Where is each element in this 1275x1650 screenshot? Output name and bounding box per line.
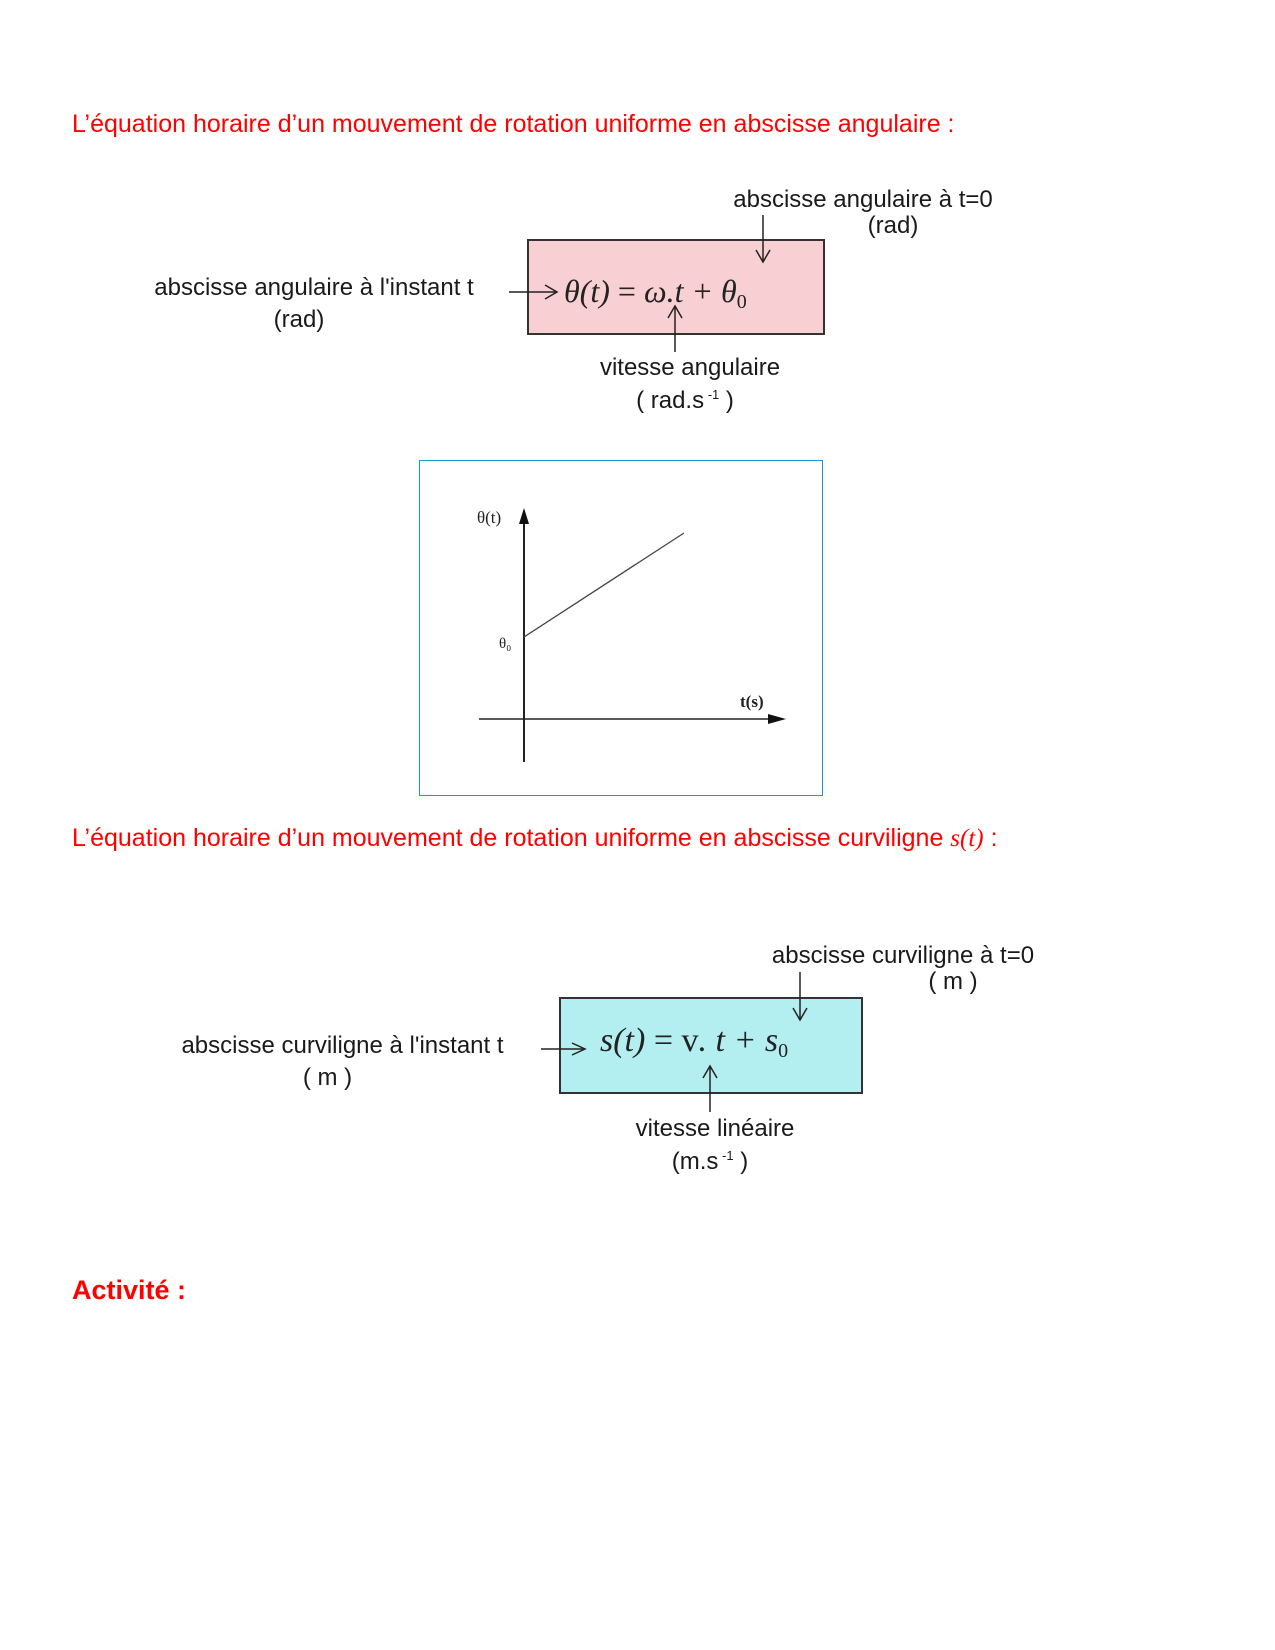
- label-curvilinear-instant: [145, 1034, 540, 1090]
- unit-sup: -1: [704, 387, 720, 402]
- unit-text: (m.s: [671, 1148, 719, 1175]
- label-line1: vitesse angulaire: [599, 354, 781, 381]
- eq-sub: 0: [736, 291, 747, 313]
- label-line2: (rad): [273, 306, 325, 333]
- label-line1: abscisse curviligne à t=0: [771, 942, 1035, 969]
- label-angular-instant: [118, 276, 510, 332]
- label-line1: vitesse linéaire: [635, 1115, 795, 1142]
- label-line2: ( m ): [928, 968, 978, 995]
- label-angular-velocity: [575, 356, 805, 413]
- eq-v: v: [681, 1022, 699, 1059]
- heading-text: L’équation horaire d’un mouvement de rotation uniforme en abscisse curviligne: [72, 824, 951, 852]
- unit-close: ): [719, 387, 734, 414]
- section-heading-angular: L’équation horaire d’un mouvement de rotation uniforme en abscisse angulaire :: [72, 110, 955, 138]
- eq-rest: .t + θ: [666, 273, 737, 309]
- unit-text: ( rad.s: [636, 387, 705, 414]
- equation-angular: [564, 273, 747, 314]
- section-heading-curvilinear: [72, 824, 998, 853]
- label-line2: [595, 1149, 825, 1174]
- eq-equals: =: [645, 1022, 682, 1059]
- eq-rest: . t + s: [698, 1022, 779, 1059]
- label-line1: abscisse angulaire à l'instant t: [154, 274, 474, 301]
- heading-colon: :: [983, 824, 998, 852]
- label-curvilinear-t0: [745, 944, 1061, 994]
- equation-curvilinear: [600, 1022, 788, 1063]
- graph-intercept-label: θ₀: [499, 636, 512, 652]
- graph-x-label: t(s): [740, 692, 764, 711]
- label-angular-t0: [705, 188, 1021, 238]
- unit-sup: -1: [718, 1148, 734, 1163]
- eq-equals: =: [609, 273, 644, 309]
- label-line2: [565, 388, 805, 413]
- unit-close: ): [733, 1148, 749, 1175]
- activite-heading: Activité :: [72, 1275, 187, 1305]
- label-linear-velocity: [605, 1117, 825, 1174]
- graph-y-label: θ(t): [477, 508, 502, 527]
- eq-sub: 0: [778, 1040, 789, 1062]
- eq-lhs: s(t): [600, 1022, 646, 1059]
- eq-lhs: θ(t): [564, 273, 610, 309]
- label-line2: ( m ): [302, 1064, 353, 1091]
- heading-math: s(t): [950, 825, 984, 852]
- label-line1: abscisse curviligne à l'instant t: [181, 1032, 504, 1059]
- label-line1: abscisse angulaire à t=0: [733, 186, 993, 213]
- eq-omega: ω: [643, 273, 667, 309]
- label-line2: (rad): [867, 212, 919, 239]
